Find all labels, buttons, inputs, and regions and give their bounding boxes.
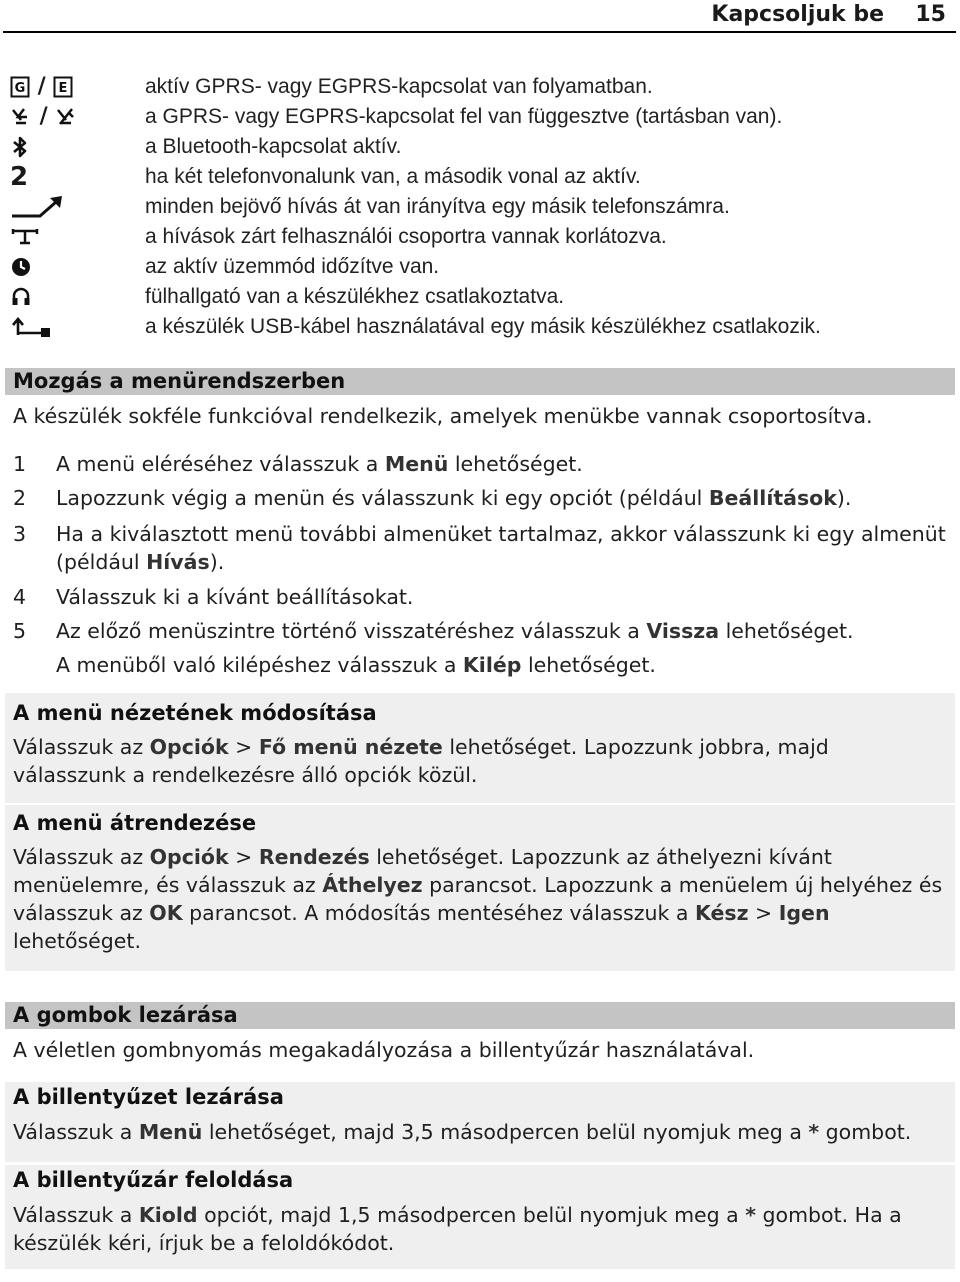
egprs-suspended-icon [55, 106, 77, 128]
gprs-icon [10, 76, 30, 98]
timed-profile-icon [10, 256, 32, 278]
section-heading: A gombok lezárása [5, 1002, 955, 1029]
closed-user-group-icon [10, 225, 40, 249]
icon-description: a GPRS- vagy EGPRS-kapcsolat fel van függesztve (tartásban van). [145, 105, 783, 128]
box-heading: A billentyűzár feloldása [13, 1168, 294, 1192]
header-rule [3, 31, 956, 33]
call-divert-icon [10, 194, 66, 220]
gprs-suspended-icon [10, 106, 32, 128]
menu-option: Beállítások [708, 486, 837, 510]
menu-option: Hívás [146, 550, 210, 574]
menu-option: Kilép [462, 653, 522, 677]
step-number: 3 [13, 522, 27, 546]
menu-option: Menü [384, 452, 449, 476]
box-heading: A billentyűzet lezárása [13, 1085, 284, 1109]
icon-row [0, 282, 960, 312]
box-text: Válasszuk a Menü lehetőséget, majd 3,5 másodpercen belül nyomjuk meg a * gombot. [13, 1120, 912, 1144]
box-text: Válasszuk a Kiold opciót, majd 1,5 másodpercen belül nyomjuk meg a * gombot. Ha a készülék kéri, írjuk be a feloldókódot. [13, 1203, 902, 1255]
step-number: 1 [13, 452, 27, 476]
icon-row [0, 222, 960, 252]
icon-description: a Bluetooth-kapcsolat aktív. [145, 135, 402, 158]
icon-description: minden bejövő hívás át van irányítva egy másik telefonszámra. [145, 195, 730, 218]
menu-option: Vissza [646, 619, 720, 643]
section-heading: Mozgás a menürendszerben [5, 368, 955, 395]
svg-text:E: E [58, 81, 68, 96]
section-intro: A készülék sokféle funkcióval rendelkezik, amelyek menükbe vannak csoportosítva. [13, 404, 873, 428]
bluetooth-icon [10, 135, 30, 159]
box-heading: A menü átrendezése [13, 811, 257, 835]
chapter-title: Kapcsoljuk be [711, 2, 884, 27]
page-number: 15 [915, 2, 946, 27]
egprs-icon [53, 76, 73, 98]
icon-description: az aktív üzemmód időzítve van. [145, 255, 440, 278]
icon-description: a készülék USB-kábel használatával egy másik készülékhez csatlakozik. [145, 315, 821, 338]
icon-separator: / [37, 74, 46, 99]
headset-icon [10, 286, 32, 308]
icon-description: ha két telefonvonalunk van, a második vonal az aktív. [145, 165, 641, 188]
page-header [0, 0, 960, 32]
icon-row [0, 312, 960, 342]
icon-description: fülhallgató van a készülékhez csatlakoztatva. [145, 285, 565, 308]
usb-icon [10, 315, 52, 339]
box-text: Válasszuk az Opciók > Rendezés lehetőséget. Lapozzunk az áthelyezni kívánt menüelemre, és válasszuk az Áthelyez parancsot. Lapozzunk a menüelem új helyéhez és válasszuk az OK parancsot. A módosítás mentéséhez válasszuk a Kész > Igen lehetőséget. [13, 845, 943, 953]
second-line-icon: 2 [10, 162, 29, 192]
svg-text:G: G [14, 81, 26, 96]
icon-separator: / [39, 104, 48, 129]
icon-description: aktív GPRS- vagy EGPRS-kapcsolat van folyamatban. [145, 75, 653, 98]
icon-row [0, 132, 960, 162]
box-text: Válasszuk az Opciók > Fő menü nézete lehetőséget. Lapozzunk jobbra, majd válasszunk a rendelkezésre álló opciók közül. [13, 735, 829, 787]
icon-row [0, 102, 960, 132]
section-intro: A véletlen gombnyomás megakadályozása a billentyűzár használatával. [13, 1038, 755, 1062]
icon-row [0, 72, 960, 102]
box-heading: A menü nézetének módosítása [13, 701, 377, 725]
step-number: 2 [13, 486, 27, 510]
icon-row [0, 252, 960, 282]
icon-row [0, 192, 960, 222]
icon-description: a hívások zárt felhasználói csoportra vannak korlátozva. [145, 225, 667, 248]
icon-row [0, 162, 960, 192]
step-number: 4 [13, 585, 27, 609]
step-number: 5 [13, 619, 27, 643]
